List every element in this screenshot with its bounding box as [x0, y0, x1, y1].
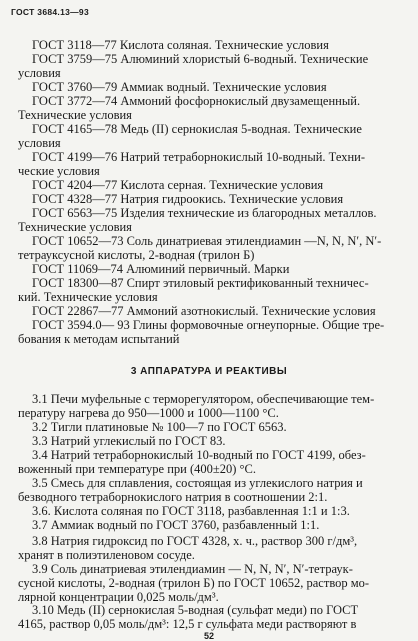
text-line: ГОСТ 4204—77 Кислота серная. Технические условия — [32, 178, 324, 192]
text-line: ГОСТ 22867—77 Аммоний азотнокислый. Технические условия — [32, 304, 376, 318]
text-line: сусной кислоты, 2-водная (трилон Б) по ГОСТ 10652, раствор мо- — [18, 576, 370, 590]
section-heading: 3 АППАРАТУРА И РЕАКТИВЫ — [130, 366, 288, 377]
text-line: хранят в полиэтиленовом сосуде. — [18, 548, 195, 562]
text-line: кий. Технические условия — [18, 290, 158, 304]
text-line: 3.6. Кислота соляная по ГОСТ 3118, разбавленная 1:1 и 1:3. — [32, 504, 350, 518]
text-line: безводного тетраборнокислого натрия в соотношении 2:1. — [18, 490, 328, 504]
text-line: ГОСТ 3759—75 Алюминий хлористый 6-водный. Технические — [32, 52, 369, 66]
running-header: ГОСТ 3684.13—93 — [11, 7, 89, 17]
text-line: ГОСТ 4328—77 Натрия гидроокись. Технические условия — [32, 192, 344, 206]
text-line: ГОСТ 3118—77 Кислота соляная. Технические условия — [32, 38, 329, 52]
text-line: условия — [18, 66, 61, 80]
text-line: тетрауксусной кислоты, 2-водная (трилон Б) — [18, 248, 255, 262]
text-line: 4165, раствор 0,05 моль/дм³: 12,5 г сульфата меди растворяют в — [18, 617, 357, 631]
text-line: 3.10 Медь (II) сернокислая 5-водная (сульфат меди) по ГОСТ — [32, 603, 359, 617]
text-line: 3.9 Соль динатриевая этилендиамин — N, N, N′, N′-тетраук- — [32, 562, 353, 576]
text-line: 3.1 Печи муфельные с терморегулятором, обеспечивающие тем- — [32, 392, 375, 406]
text-line: ГОСТ 6563—75 Изделия технические из благородных металлов. — [32, 206, 377, 220]
text-line: 3.5 Смесь для сплавления, состоящая из углекислого натрия и — [32, 476, 363, 490]
text-line: 3.7 Аммиак водный по ГОСТ 3760, разбавленный 1:1. — [32, 518, 320, 532]
text-line: бования к методам испытаний — [18, 332, 180, 346]
text-line: Технические условия — [18, 220, 132, 234]
text-line: Технические условия — [18, 108, 132, 122]
text-line: лярной концентрации 0,025 моль/дм³. — [18, 590, 219, 604]
text-line: ГОСТ 3760—79 Аммиак водный. Технические условия — [32, 80, 327, 94]
text-line: условия — [18, 136, 61, 150]
text-line: 3.3 Натрий углекислый по ГОСТ 83. — [32, 434, 226, 448]
text-line: ГОСТ 11069—74 Алюминий первичный. Марки — [32, 262, 290, 276]
text-line: ческие условия — [18, 164, 100, 178]
text-line: ГОСТ 4199—76 Натрий тетраборнокислый 10-водный. Техни- — [32, 150, 366, 164]
text-line: 3.4 Натрий тетраборнокислый 10-водный по ГОСТ 4199, обез- — [32, 448, 366, 462]
text-line: пературу нагрева до 950—1000 и 1000—1100 °С. — [18, 406, 279, 420]
text-line: 3.2 Тигли платиновые № 100—7 по ГОСТ 6563. — [32, 420, 287, 434]
text-line: ГОСТ 3594.0— 93 Глины формовочные огнеупорные. Общие тре- — [32, 318, 385, 332]
text-line: ГОСТ 10652—73 Соль динатриевая этилендиамин —N, N, N′, N′- — [32, 234, 382, 248]
text-line: воженный при температуре при (400±20) °С. — [18, 462, 257, 476]
text-line: ГОСТ 3772—74 Аммоний фосфорнокислый двузамещенный. — [32, 94, 361, 108]
page-number: 52 — [203, 631, 214, 641]
text-line: ГОСТ 18300—87 Спирт этиловый ректификованный техничес- — [32, 276, 369, 290]
text-line: ГОСТ 4165—78 Медь (II) сернокислая 5-водная. Технические — [32, 122, 362, 136]
text-line: 3.8 Натрия гидроксид по ГОСТ 4328, х. ч., раствор 300 г/дм³, — [32, 534, 358, 548]
